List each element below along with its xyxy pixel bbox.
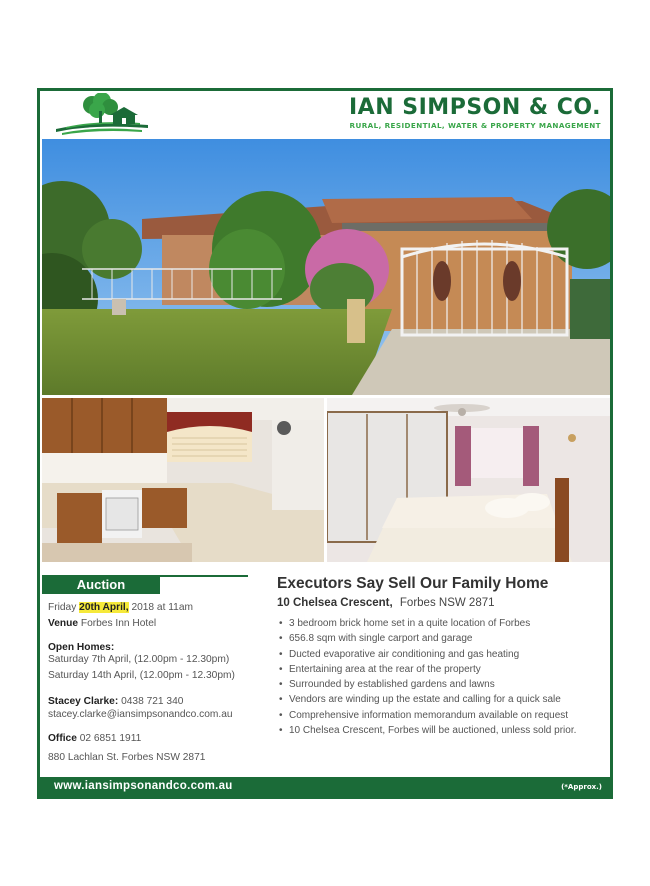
venue-name: Forbes Inn Hotel bbox=[80, 618, 157, 629]
feature-list bbox=[277, 616, 607, 738]
list-item: • Entertaining area at the rear of the property bbox=[277, 662, 607, 677]
auction-tab: Auction bbox=[42, 575, 160, 594]
list-item: • 656.8 sqm with single carport and garage bbox=[277, 631, 607, 646]
website-link[interactable]: www.iansimpsonandco.com.au bbox=[54, 780, 233, 792]
property-flyer bbox=[37, 88, 613, 799]
list-item: • Comprehensive information memorandum available on request bbox=[277, 708, 607, 723]
agent-phone: 0438 721 340 bbox=[121, 696, 184, 707]
house-tree-logo-icon bbox=[52, 93, 152, 137]
office-phone: 02 6851 1911 bbox=[79, 733, 142, 744]
auction-date-highlight: 20th April, bbox=[79, 602, 129, 613]
list-item: • Surrounded by established gardens and lawns bbox=[277, 677, 607, 692]
open-home-time: Saturday 7th April, (12.00pm - 12.30pm) bbox=[48, 654, 230, 665]
listing-suburb: Forbes NSW 2871 bbox=[399, 597, 495, 609]
brand-name: IAN SIMPSON & CO. bbox=[348, 95, 601, 120]
list-item: • Ducted evaporative air conditioning and gas heating bbox=[277, 647, 607, 662]
bedroom-photo bbox=[327, 398, 610, 562]
kitchen-photo bbox=[42, 398, 324, 562]
brand-block bbox=[349, 95, 601, 130]
office-address: 880 Lachlan St. Forbes NSW 2871 bbox=[48, 752, 206, 763]
auction-venue bbox=[48, 618, 156, 629]
list-item: • 10 Chelsea Crescent, Forbes will be auctioned, unless sold prior. bbox=[277, 723, 607, 738]
header bbox=[40, 91, 610, 137]
list-item: • 3 bedroom brick home set in a quite location of Forbes bbox=[277, 616, 607, 631]
listing-title: Executors Say Sell Our Family Home bbox=[277, 575, 549, 592]
venue-label: Venue bbox=[48, 618, 79, 629]
auction-rule bbox=[160, 575, 248, 577]
listing-address bbox=[277, 597, 607, 609]
open-homes-label: Open Homes: bbox=[48, 642, 115, 653]
office-label: Office bbox=[48, 733, 77, 744]
office-contact bbox=[48, 733, 141, 744]
agent-contact bbox=[48, 696, 183, 707]
brand-tagline: RURAL, RESIDENTIAL, WATER & PROPERTY MANAGEMENT bbox=[349, 121, 601, 130]
auction-day: Friday bbox=[48, 602, 77, 613]
listing-street: 10 Chelsea Crescent, bbox=[277, 597, 393, 609]
agent-email[interactable]: stacey.clarke@iansimpsonandco.com.au bbox=[48, 709, 233, 720]
footer-bar bbox=[40, 777, 610, 796]
approx-note: (*Approx.) bbox=[561, 783, 602, 791]
open-home-time: Saturday 14th April, (12.00pm - 12.30pm) bbox=[48, 670, 235, 681]
house-exterior-photo bbox=[42, 139, 610, 395]
listing-details bbox=[277, 575, 607, 738]
agent-name: Stacey Clarke: bbox=[48, 696, 119, 707]
auction-time: 2018 at 11am bbox=[131, 602, 193, 613]
auction-date bbox=[48, 602, 193, 613]
list-item: • Vendors are winding up the estate and calling for a quick sale bbox=[277, 692, 607, 707]
